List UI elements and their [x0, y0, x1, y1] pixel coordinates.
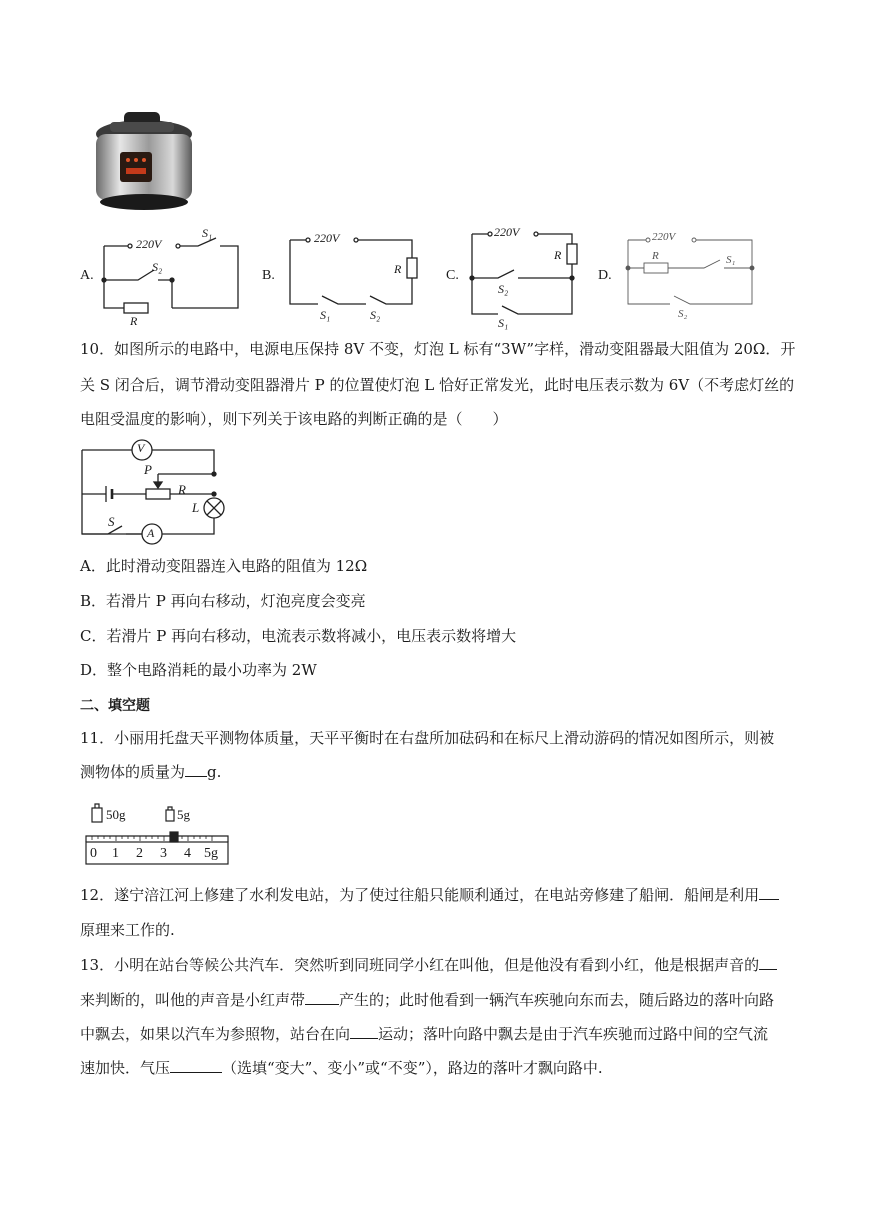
q11-scale-2: 2 — [136, 846, 143, 861]
q13-line1-text: 13．小明在站台等候公共汽车．突然听到同班同学小红在叫他，但是他没有看到小红，他是根据声音的 — [80, 956, 760, 974]
q12-text-line1 — [80, 885, 779, 905]
q10-option-c: C．若滑片 P 再向右移动，电流表示数将减小，电压表示数将增大 — [80, 627, 517, 645]
q13-text-line3 — [80, 1024, 768, 1044]
q13-text-line2 — [80, 990, 774, 1010]
q11-scale-1: 1 — [112, 846, 119, 861]
q10-circuit-diagram — [78, 434, 234, 546]
q9-option-b-letter: B. — [262, 268, 275, 283]
q10-option-d: D．整个电路消耗的最小功率为 2W — [80, 661, 317, 679]
q12-line1-text: 12．遂宁涪江河上修建了水利发电站，为了使过往船只能顺利通过，在电站旁修建了船闸．船闸是利用 — [80, 886, 760, 904]
q9-d-s2: S₂ — [678, 308, 688, 320]
q10-switch-label: S — [108, 514, 115, 529]
q9-c-s1: S₁ — [498, 316, 509, 330]
q10-text-line2: 关 S 闭合后，调节滑动变阻器滑片 P 的位置使灯泡 L 恰好正常发光，此时电压表示数为 6V（不考虑灯丝的 — [80, 376, 795, 394]
q10-option-a: A．此时滑动变阻器连入电路的阻值为 12Ω — [80, 557, 368, 575]
q11-scale-5g: 5g — [204, 846, 218, 861]
q9-option-d-circuit — [618, 228, 762, 328]
q13-blank-4[interactable] — [170, 1058, 222, 1073]
q9-option-c-circuit — [462, 224, 582, 328]
q9-c-s2: S₂ — [498, 282, 509, 296]
q10-text-line3: 电阻受温度的影响），则下列关于该电路的判断正确的是（ ） — [80, 410, 508, 428]
q11-answer-blank[interactable] — [185, 762, 207, 777]
q9-d-r: R — [652, 250, 659, 262]
q11-scale-3: 3 — [160, 846, 167, 861]
section-title: 二、填空题 — [80, 698, 150, 714]
q13-line4-start: 速加快．气压 — [80, 1059, 171, 1077]
q11-weight-5g: 5g — [177, 807, 190, 822]
pressure-cooker-image — [80, 104, 208, 216]
q11-text-line2 — [80, 762, 221, 782]
q9-b-r: R — [394, 262, 402, 276]
q10-text-line1: 10．如图所示的电路中，电源电压保持 8V 不变，灯泡 L 标有“3W”字样，滑动变阻器最大阻值为 20Ω．开 — [80, 340, 796, 358]
q10-lamp-label: L — [192, 500, 200, 515]
q10-ammeter-label: A — [147, 526, 155, 540]
q12-answer-blank[interactable] — [759, 885, 779, 900]
q11-weight-50g: 50g — [106, 807, 126, 822]
q10-option-b: B．若滑片 P 再向右移动，灯泡亮度会变亮 — [80, 592, 366, 610]
q10-voltmeter-label: V — [137, 441, 145, 455]
q9-option-a-circuit — [98, 226, 244, 330]
q9-d-s1: S₁ — [726, 254, 736, 266]
q13-line2-start: 来判断的，叫他的声音是小红声带 — [80, 991, 306, 1009]
q11-line2-start: 测物体的质量为 — [80, 763, 186, 781]
q9-b-s1: S₁ — [320, 308, 331, 322]
q13-blank-3[interactable] — [350, 1024, 378, 1039]
q13-line3-start: 中飘去，如果以汽车为参照物，站台在向 — [80, 1025, 351, 1043]
q11-scale-0: 0 — [90, 846, 97, 861]
q9-a-s2: S₂ — [152, 260, 163, 274]
q9-option-d-letter: D. — [598, 268, 612, 283]
q9-a-r: R — [130, 314, 138, 328]
q13-line3-end: 运动；落叶向路中飘去是由于汽车疾驰而过路中间的空气流 — [378, 1025, 769, 1043]
q11-text-line1: 11．小丽用托盘天平测物体质量，天平平衡时在右盘所加砝码和在标尺上滑动游码的情况如图所示，则被 — [80, 729, 775, 747]
q13-line4-end: （选填“变大”、变小”或“不变”），路边的落叶才飘向路中. — [222, 1059, 603, 1077]
q10-slider-label: P — [144, 462, 152, 477]
q10-resistor-label: R — [178, 482, 186, 497]
q13-blank-1[interactable] — [759, 955, 777, 970]
q9-c-r: R — [554, 248, 562, 262]
q11-balance-image — [80, 796, 236, 870]
q13-blank-2[interactable] — [305, 990, 339, 1005]
q9-b-voltage: 220V — [314, 231, 340, 245]
q11-line2-end: g. — [207, 763, 222, 781]
q12-text-line2: 原理来工作的. — [80, 921, 175, 939]
q9-c-voltage: 220V — [494, 225, 520, 239]
q11-scale-4: 4 — [184, 846, 191, 861]
q9-a-s1: S₁ — [202, 226, 213, 240]
q13-text-line1 — [80, 955, 777, 975]
q9-a-voltage: 220V — [136, 237, 162, 251]
q9-option-b-circuit — [284, 226, 420, 326]
q9-d-voltage: 220V — [652, 231, 676, 243]
q13-text-line4 — [80, 1058, 603, 1078]
q9-option-a-letter: A. — [80, 268, 94, 283]
q13-line2-end: 产生的；此时他看到一辆汽车疾驰向东而去，随后路边的落叶向路 — [339, 991, 775, 1009]
q9-option-c-letter: C. — [446, 268, 459, 283]
q9-b-s2: S₂ — [370, 308, 381, 322]
